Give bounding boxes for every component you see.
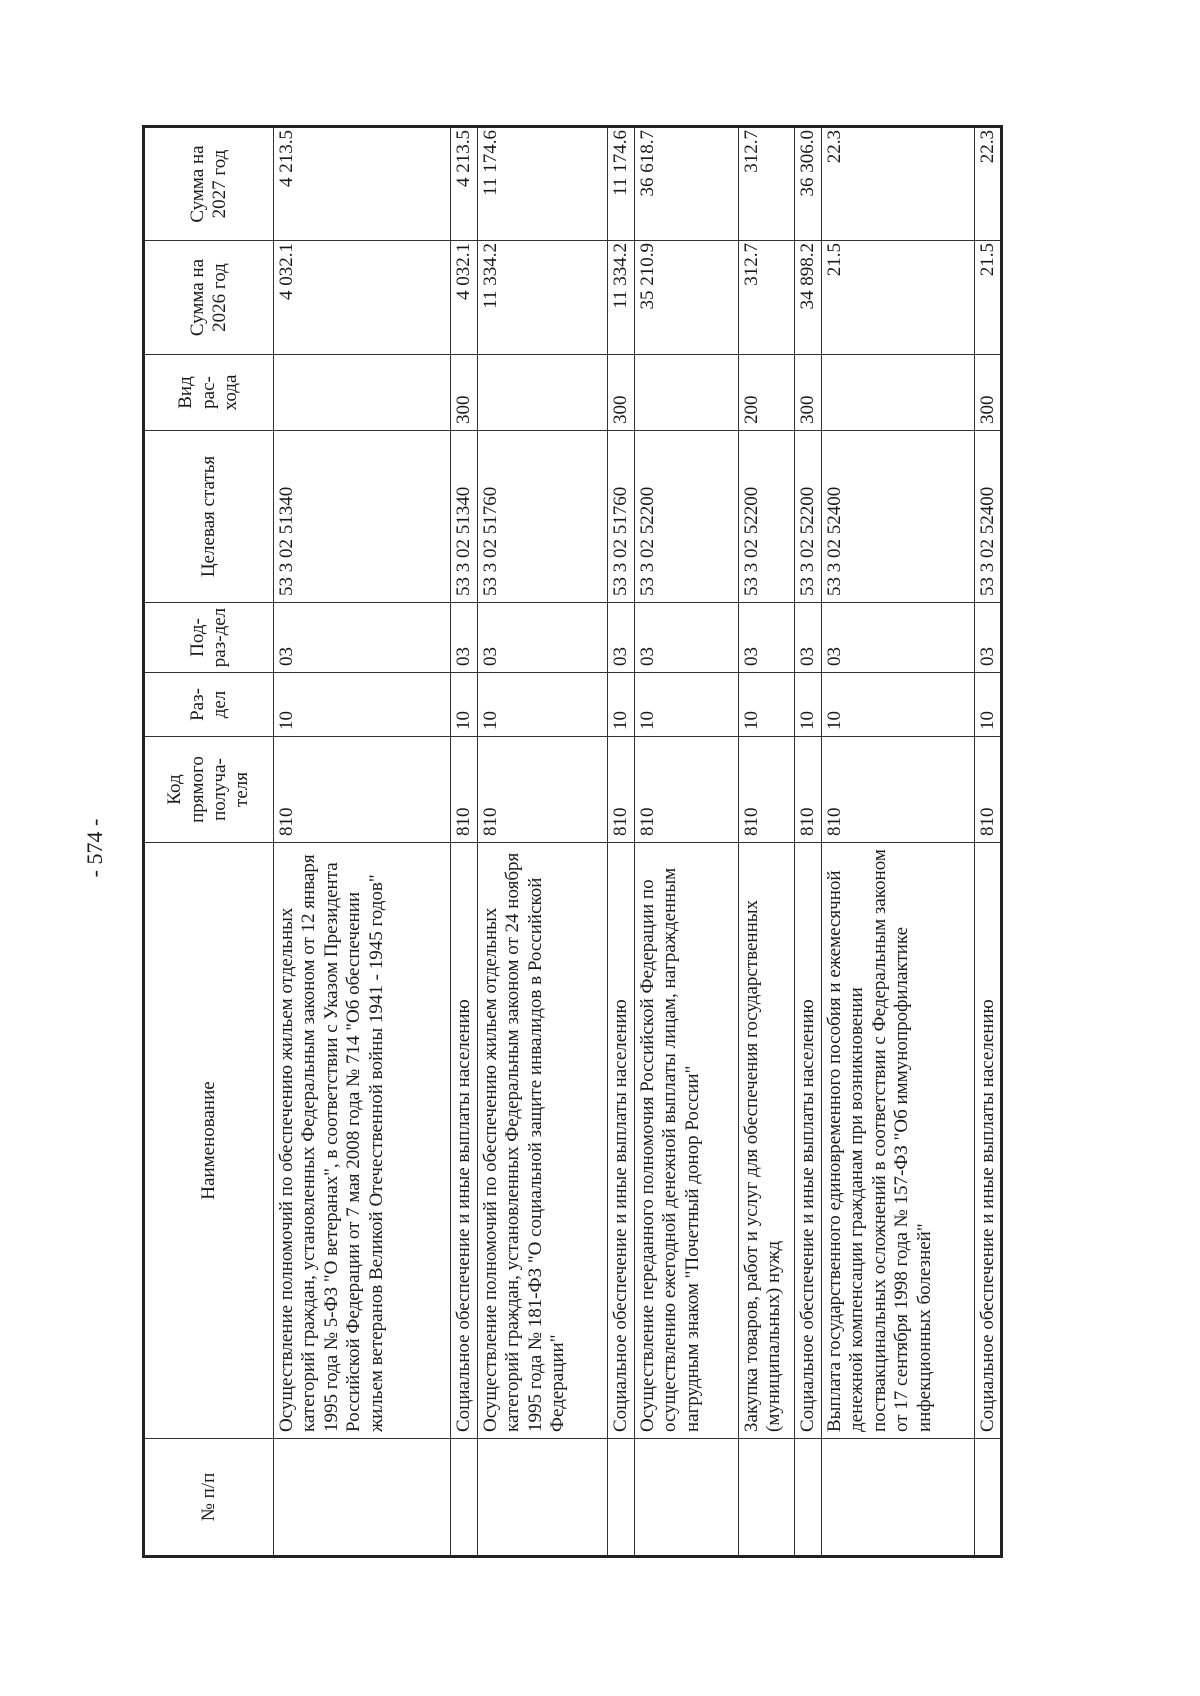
cell-subsection: 03: [739, 603, 795, 673]
cell-expense-type: 300: [795, 355, 822, 431]
cell-name: Социальное обеспечение и иные выплаты населению: [795, 843, 822, 1439]
cell-target: 53 3 02 51340: [274, 431, 451, 603]
cell-num: [739, 1439, 795, 1557]
cell-sum-2027: 22.3: [822, 127, 975, 241]
cell-sum-2027: 4 213.5: [451, 127, 478, 241]
table-row: [635, 127, 739, 1557]
cell-code: 810: [274, 737, 451, 843]
table-row: [822, 127, 975, 1557]
cell-sum-2026: 21.5: [975, 241, 1002, 355]
cell-code: 810: [739, 737, 795, 843]
budget-table: [142, 125, 1003, 1558]
cell-num: [795, 1439, 822, 1557]
cell-sum-2026: 35 210.9: [635, 241, 739, 355]
header-target: Целевая статья: [144, 431, 274, 603]
cell-sum-2026: 4 032.1: [451, 241, 478, 355]
cell-expense-type: 200: [739, 355, 795, 431]
table-row: [451, 127, 478, 1557]
cell-expense-type: 300: [451, 355, 478, 431]
cell-code: 810: [822, 737, 975, 843]
page-number: - 574 -: [82, 818, 107, 878]
cell-sum-2027: 11 174.6: [608, 127, 635, 241]
table-row: [274, 127, 451, 1557]
cell-section: 10: [739, 673, 795, 737]
cell-section: 10: [822, 673, 975, 737]
cell-num: [608, 1439, 635, 1557]
cell-name: Выплата государственного единовременного пособия и ежемесячной денежной компенсации гражданам при возникновении поствакцинальных осложнений в соответствии с Федеральным законом от 17 сентября 1998 года № 157-ФЗ "Об иммунопрофилактике инфекционных болезней": [822, 843, 975, 1439]
cell-name: Социальное обеспечение и иные выплаты населению: [451, 843, 478, 1439]
table-row: [795, 127, 822, 1557]
cell-expense-type: [478, 355, 608, 431]
cell-subsection: 03: [975, 603, 1002, 673]
cell-code: 810: [608, 737, 635, 843]
cell-section: 10: [635, 673, 739, 737]
cell-name: Социальное обеспечение и иные выплаты населению: [608, 843, 635, 1439]
cell-sum-2027: 312.7: [739, 127, 795, 241]
cell-subsection: 03: [635, 603, 739, 673]
cell-section: 10: [478, 673, 608, 737]
cell-name: Осуществление полномочий по обеспечению жильем отдельных категорий граждан, установленных Федеральным законом от 24 ноября 1995 года № 181-ФЗ "О социальной защите инвалидов в Российской Федерации": [478, 843, 608, 1439]
header-sum-2027: Сумма на 2027 год: [144, 127, 274, 241]
table-body: [274, 127, 1002, 1557]
cell-target: 53 3 02 52400: [822, 431, 975, 603]
cell-subsection: 03: [608, 603, 635, 673]
cell-sum-2027: 36 618.7: [635, 127, 739, 241]
header-sum-2026: Сумма на 2026 год: [144, 241, 274, 355]
cell-sum-2026: 34 898.2: [795, 241, 822, 355]
cell-code: 810: [975, 737, 1002, 843]
cell-subsection: 03: [274, 603, 451, 673]
table-row: [975, 127, 1002, 1557]
cell-section: 10: [795, 673, 822, 737]
cell-num: [822, 1439, 975, 1557]
cell-section: 10: [451, 673, 478, 737]
cell-name: Осуществление полномочий по обеспечению жильем отдельных категорий граждан, установленных Федеральным законом от 12 января 1995 года № 5-ФЗ "О ветеранах", в соответствии с Указом Президента Российской Федерации от 7 мая 2008 года № 714 "Об обеспечении жильем ветеранов Великой Отечественной войны 1941 - 1945 годов": [274, 843, 451, 1439]
cell-subsection: 03: [451, 603, 478, 673]
table-row: [608, 127, 635, 1557]
cell-subsection: 03: [795, 603, 822, 673]
rotated-table-container: [142, 128, 1056, 1558]
cell-target: 53 3 02 51760: [608, 431, 635, 603]
cell-name: Социальное обеспечение и иные выплаты населению: [975, 843, 1002, 1439]
cell-section: 10: [608, 673, 635, 737]
cell-code: 810: [478, 737, 608, 843]
cell-expense-type: [274, 355, 451, 431]
table-row: [478, 127, 608, 1557]
cell-target: 53 3 02 51760: [478, 431, 608, 603]
cell-expense-type: 300: [608, 355, 635, 431]
cell-expense-type: [822, 355, 975, 431]
cell-section: 10: [975, 673, 1002, 737]
table-row: [739, 127, 795, 1557]
header-subsection: Под-раз-дел: [144, 603, 274, 673]
cell-target: 53 3 02 52200: [795, 431, 822, 603]
cell-sum-2027: 36 306.0: [795, 127, 822, 241]
header-code: Код прямого получа-теля: [144, 737, 274, 843]
cell-expense-type: [635, 355, 739, 431]
cell-num: [635, 1439, 739, 1557]
cell-sum-2026: 21.5: [822, 241, 975, 355]
cell-code: 810: [451, 737, 478, 843]
header-expense-type: Вид рас-хода: [144, 355, 274, 431]
header-num: № п/п: [144, 1439, 274, 1557]
cell-num: [451, 1439, 478, 1557]
cell-code: 810: [635, 737, 739, 843]
cell-subsection: 03: [478, 603, 608, 673]
cell-name: Закупка товаров, работ и услуг для обеспечения государственных (муниципальных) нужд: [739, 843, 795, 1439]
cell-target: 53 3 02 52400: [975, 431, 1002, 603]
cell-target: 53 3 02 52200: [739, 431, 795, 603]
header-section: Раз-дел: [144, 673, 274, 737]
cell-sum-2027: 11 174.6: [478, 127, 608, 241]
cell-num: [975, 1439, 1002, 1557]
cell-name: Осуществление переданного полномочия Российской Федерации по осуществлению ежегодной денежной выплаты лицам, награжденным нагрудным знаком "Почетный донор России": [635, 843, 739, 1439]
cell-code: 810: [795, 737, 822, 843]
cell-sum-2027: 4 213.5: [274, 127, 451, 241]
cell-target: 53 3 02 52200: [635, 431, 739, 603]
cell-sum-2026: 312.7: [739, 241, 795, 355]
cell-sum-2026: 4 032.1: [274, 241, 451, 355]
header-name: Наименование: [144, 843, 274, 1439]
cell-sum-2026: 11 334.2: [608, 241, 635, 355]
cell-section: 10: [274, 673, 451, 737]
cell-sum-2027: 22.3: [975, 127, 1002, 241]
table-header: [144, 127, 274, 1557]
cell-num: [274, 1439, 451, 1557]
cell-expense-type: 300: [975, 355, 1002, 431]
cell-subsection: 03: [822, 603, 975, 673]
cell-sum-2026: 11 334.2: [478, 241, 608, 355]
cell-target: 53 3 02 51340: [451, 431, 478, 603]
cell-num: [478, 1439, 608, 1557]
